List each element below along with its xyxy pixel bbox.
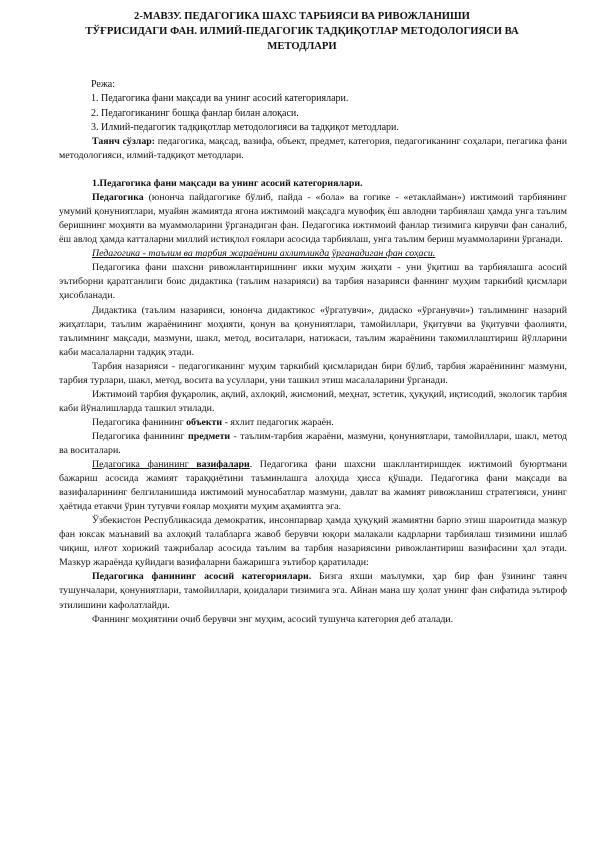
paragraph [59, 570, 567, 612]
keywords-label: Таянч сўзлар: [92, 136, 156, 147]
paragraph [59, 191, 567, 247]
paragraph-text: Бизга яхши маълумки, ҳар бир фан ўзининг таянч тушунчалари, қонуниятлари, тамойиллари, қоидалари тизимига эга. Айнан мана шу ҳолат унинг фан сифатида эътироф этилишини кафолатлайди. [59, 571, 567, 611]
paragraph-text: - таълим-тарбия жараёни, мазмуни, қонуниятлари, тамойиллари, шакл, метод ва воситалари. [59, 430, 568, 456]
body-text [59, 135, 567, 627]
plan-item: 1. Педагогика фани мақсади ва унинг асосий категориялари. [91, 93, 349, 105]
paragraph: Фаннинг моҳиятини очиб берувчи энг муҳим, асосий тушунча категория деб аталади. [92, 613, 454, 625]
paragraph [59, 247, 567, 261]
paragraph [59, 416, 567, 430]
keywords-paragraph [59, 135, 567, 163]
plan-item: 2. Педагогиканинг бошқа фанлар билан алоқаси. [91, 107, 299, 119]
paragraph-text: (юнонча пайдагогике бўлиб, пайда - «бола» ва гогике - «етаклайман») ижтимоий тарбиянинг умумий қонуниятлари, муайян жамиятда ягона ижтимоий мақсадга мувофиқ ёш авлодни тарбиялаш ҳамда унга таълим беришнинг моҳияти ва муаммоларини ўрганадиган фан. Педагогика ижтимоий фанлар тизимига кирувчи фан саналиб, ёш авлод ҳамда катталарни миллий истиқлол ғоялари асосида тарбиялаш, унга таълим бериш муаммоларини ўрганади. [59, 192, 567, 246]
paragraph: Тарбия назарияси - педагогиканинг муҳим таркибий қисмларидан бири бўлиб, тарбия жараёнининг мазмуни, тарбия турлари, шакл, метод, восита ва усуллари, уни ташкил этиш масалаларини ўрганади. [59, 360, 567, 386]
term: Педагогика [92, 192, 144, 204]
paragraph-text: Педагогика фанининг [92, 459, 197, 471]
page-title [30, 9, 574, 54]
paragraph: Педагогика фани шахсни ривожлантиришнинг икки муҳим жиҳати - уни ўқитиш ва тарбиялашга асосий эътиборни қаратганлиги боис дидактика (таълим назарияси) ва тарбия назарияси фаннинг муҳим таркибий қисмлари ҳисобланади. [59, 262, 567, 302]
paragraph-text: Педагогика фанининг [92, 416, 187, 428]
term: объекти [186, 416, 223, 428]
keywords-text: педагогика, мақсад, вазифа, объект, предмет, категория, педагогиканинг соҳалари, пегагика фани методологияси, илмий-тадқиқот методлари. [59, 136, 567, 162]
section-heading: 1.Педагогика фани мақсади ва унинг асосий категориялари. [92, 178, 363, 190]
paragraph: Ўзбекистон Республикасида демократик, инсонпарвар ҳамда ҳуқуқий жамиятни барпо этиш шароитида мазкур фан юксак маънавий ва ахлоқий талабларга жавоб берувчи юқори малакали кадрларни тарбиялаш тизимини ишлаб чиқиш, илғот хорижий тажрибалар асосида таълим ва тарбия назариясини ривожлантириш вазифасини ҳал этади. Мазкур жараёнда қуйидаги вазифаларни бажаришга эътибор қаратилади: [59, 515, 567, 569]
paragraph: Ижтимоий тарбия фуқаролик, ақлий, ахлоқий, жисмоний, меҳнат, эстетик, ҳуқуқий, иқтисодий, экологик тарбия каби йўналишларда ташкил этилади. [59, 388, 567, 414]
plan-block [91, 78, 399, 135]
plan-heading: Режа: [91, 79, 115, 90]
paragraph [59, 458, 567, 514]
term: предмети [188, 430, 231, 442]
title-line-2: ТЎҒРИСИДАГИ ФАН. ИЛМИЙ-ПЕДАГОГИК ТАДҚИҚОТЛАР МЕТОДОЛОГИЯСИ ВА [85, 26, 519, 37]
definition-text: Педагогика - таълим ва тарбия жараёнини ахлитликда ўрганадиган фан соҳаси. [92, 248, 436, 260]
paragraph-text: - яхлит педагогик жараён. [222, 416, 334, 428]
term: вазифалари [196, 459, 250, 471]
paragraph [59, 430, 567, 458]
paragraph: Дидактика (таълим назарияси, юнонча дидактикос «ўргатувчи», дидаско «ўрганувчи») таълимнинг назарий жиҳатлари, таълим жараёнининг моҳияти, қонун ва қонуниятлари, тамойиллари, ўқитувчи ва ўқитувчи фаолияти, таълимнинг мақсади, мазмуни, шакл, метод, воситалари, натижаси, таълим жараёнини такомиллаштириш йўлларини каби масалаларни тадқиқ этади. [59, 304, 567, 358]
paragraph-text: Педагогика фанининг [92, 430, 189, 442]
plan-item: 3. Илмий-педагогик тадқиқотлар методологияси ва тадқиқот методлари. [91, 121, 399, 133]
term: Педагогика фанининг асосий категориялари. [92, 571, 312, 583]
title-line-3: МЕТОДЛАРИ [267, 41, 337, 52]
title-line-1: 2-МАВЗУ. ПЕДАГОГИКА ШАХС ТАРБИЯСИ ВА РИВОЖЛАНИШИ [134, 11, 470, 22]
paragraph-text: . Педагогика фани шахсни шакллантиришдек ижтимоий буюртмани бажариш асосида жамият тараққиётини таъминлашга алоҳида ҳисса қўшади. Педагогика фани мақсади ва вазифаларининг белгиланишида ижтимоий муносабатлар мазмуни, давлат ва жамият ривожланиш стратегияси, унинг ҳаётида етакчи ўрин тутувчи ғоялар моҳияти муҳим аҳамиятга эга. [59, 459, 568, 513]
